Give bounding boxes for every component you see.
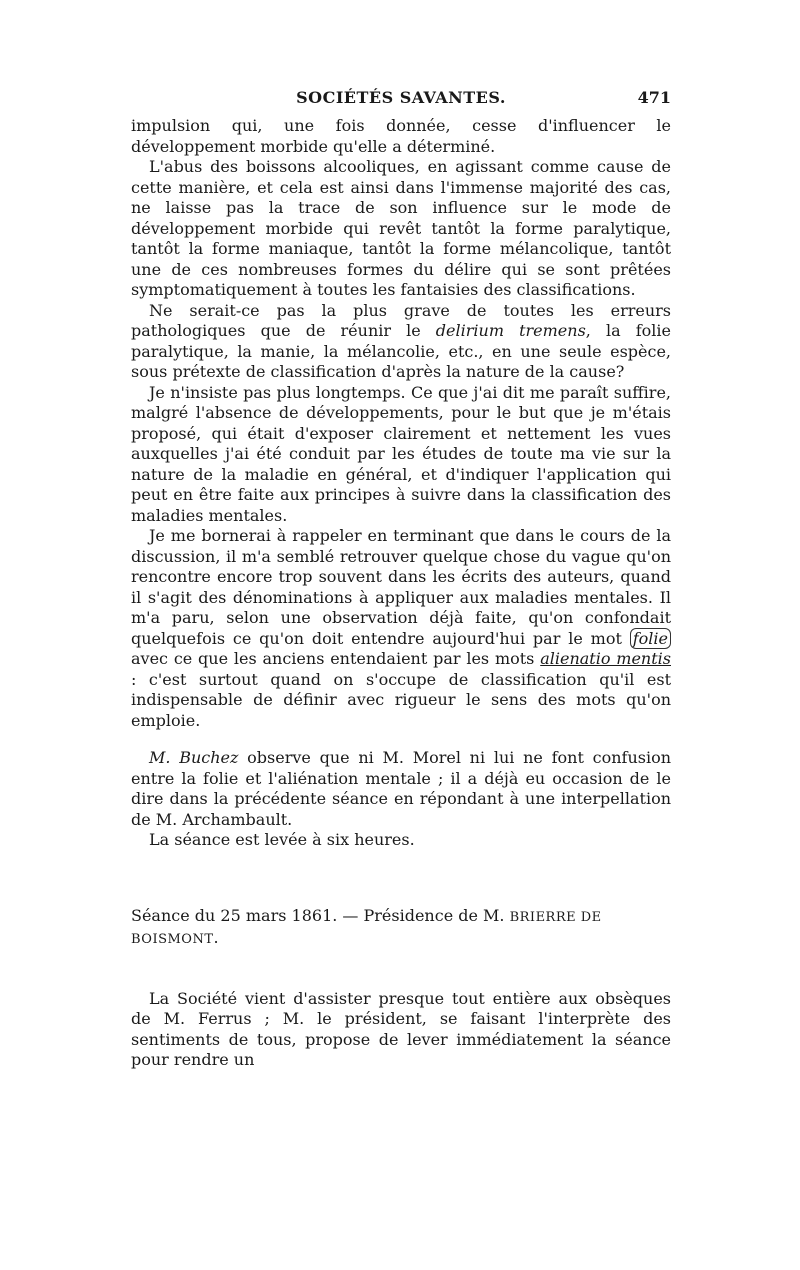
paragraph-conclusion: Je n'insiste pas plus longtemps. Ce que j'ai dit me paraît suffire, malgré l'absence de développements, pour le but que je m'étais proposé, qui était d'exposer clairement et nettement les vues auxquelles j'ai été conduit par les études de toute ma vie sur la nature de la maladie en général, et d'indiquer l'application qui peut en être faite aux principes à suivre dans la classification des maladies mentales. [131, 382, 671, 525]
running-title: SOCIÉTÉS SAVANTES. [296, 88, 506, 107]
text-run: observe que ni M. Morel ni lui ne font confusion entre la folie et l'aliénation mentale ; il a déjà eu occasion de le dire dans la précédente séance en répondant à une interpellation de M. Archambault. [131, 748, 672, 829]
paragraph-definitions [131, 526, 671, 731]
circled-word-folie [630, 628, 671, 649]
body-text [131, 116, 671, 851]
book-page [131, 88, 671, 1071]
text-run: , la folie paralytique, la manie, la mélancolie, etc., en une seule espèce, sous prétexte de classification d'après la nature de la cause? [131, 321, 671, 381]
running-head [131, 88, 671, 116]
president-name-text: BRIERRE DE BOISMONT [131, 909, 602, 947]
text-run: avec ce que les anciens entendaient par les mots [131, 649, 541, 668]
paragraph-delirium-question [131, 301, 671, 383]
italic-term: folie [632, 628, 668, 648]
session-suffix: . [213, 928, 219, 947]
text-run: Je me bornerai à rappeler en terminant que dans le cours de la discussion, il m'a semblé retrouver quelque chose du vague qu'on rencontre encore trop souvent dans les écrits des auteurs, quand il s'agit des dénominations à appliquer aux maladies mentales. Il m'a paru, selon une observation déjà faite, qu'on confondait quelquefois ce qu'on doit entendre aujourd'hui par le mot [131, 526, 671, 648]
paragraph-ferrus: La Société vient d'assister presque tout entière aux obsèques de M. Ferrus ; M. le président, se faisant l'interprète des sentiments de tous, propose de lever immédiatement la séance pour rendre un [131, 988, 671, 1069]
text-run: Ne serait-ce pas la plus grave de toutes les erreurs pathologiques que de réunir le [131, 300, 671, 340]
session-prefix: Séance du 25 mars 1861. — Présidence de M. [131, 905, 510, 925]
speaker-name: M. Buchez [149, 748, 239, 767]
session-body [131, 989, 671, 1071]
page-number: 471 [637, 88, 671, 107]
paragraph-continuation: impulsion qui, une fois donnée, cesse d'influencer le développement morbide qu'elle a déterminé. [131, 116, 671, 156]
italic-term: delirium tremens [435, 321, 586, 340]
paragraph-adjourned: La séance est levée à six heures. [149, 830, 415, 849]
paragraph-buchez [131, 748, 671, 830]
session-heading [131, 906, 671, 951]
text-run: : c'est surtout quand on s'occupe de classification qu'il est indispensable de définir avec rigueur le sens des mots qu'on emploie. [131, 669, 671, 730]
underlined-term-alienatio-mentis: alienatio mentis [540, 649, 671, 668]
paragraph-alcohol: L'abus des boissons alcooliques, en agissant comme cause de cette manière, et cela est ainsi dans l'immense majorité des cas, ne laisse pas la trace de son influence sur le mode de développement morbide qui revêt tantôt la forme paralytique, tantôt la forme maniaque, tantôt la forme mélancolique, tantôt une de ces nombreuses formes du délire qui se sont prêtées symptomatiquement à toutes les fantaisies des classifications. [131, 157, 671, 299]
